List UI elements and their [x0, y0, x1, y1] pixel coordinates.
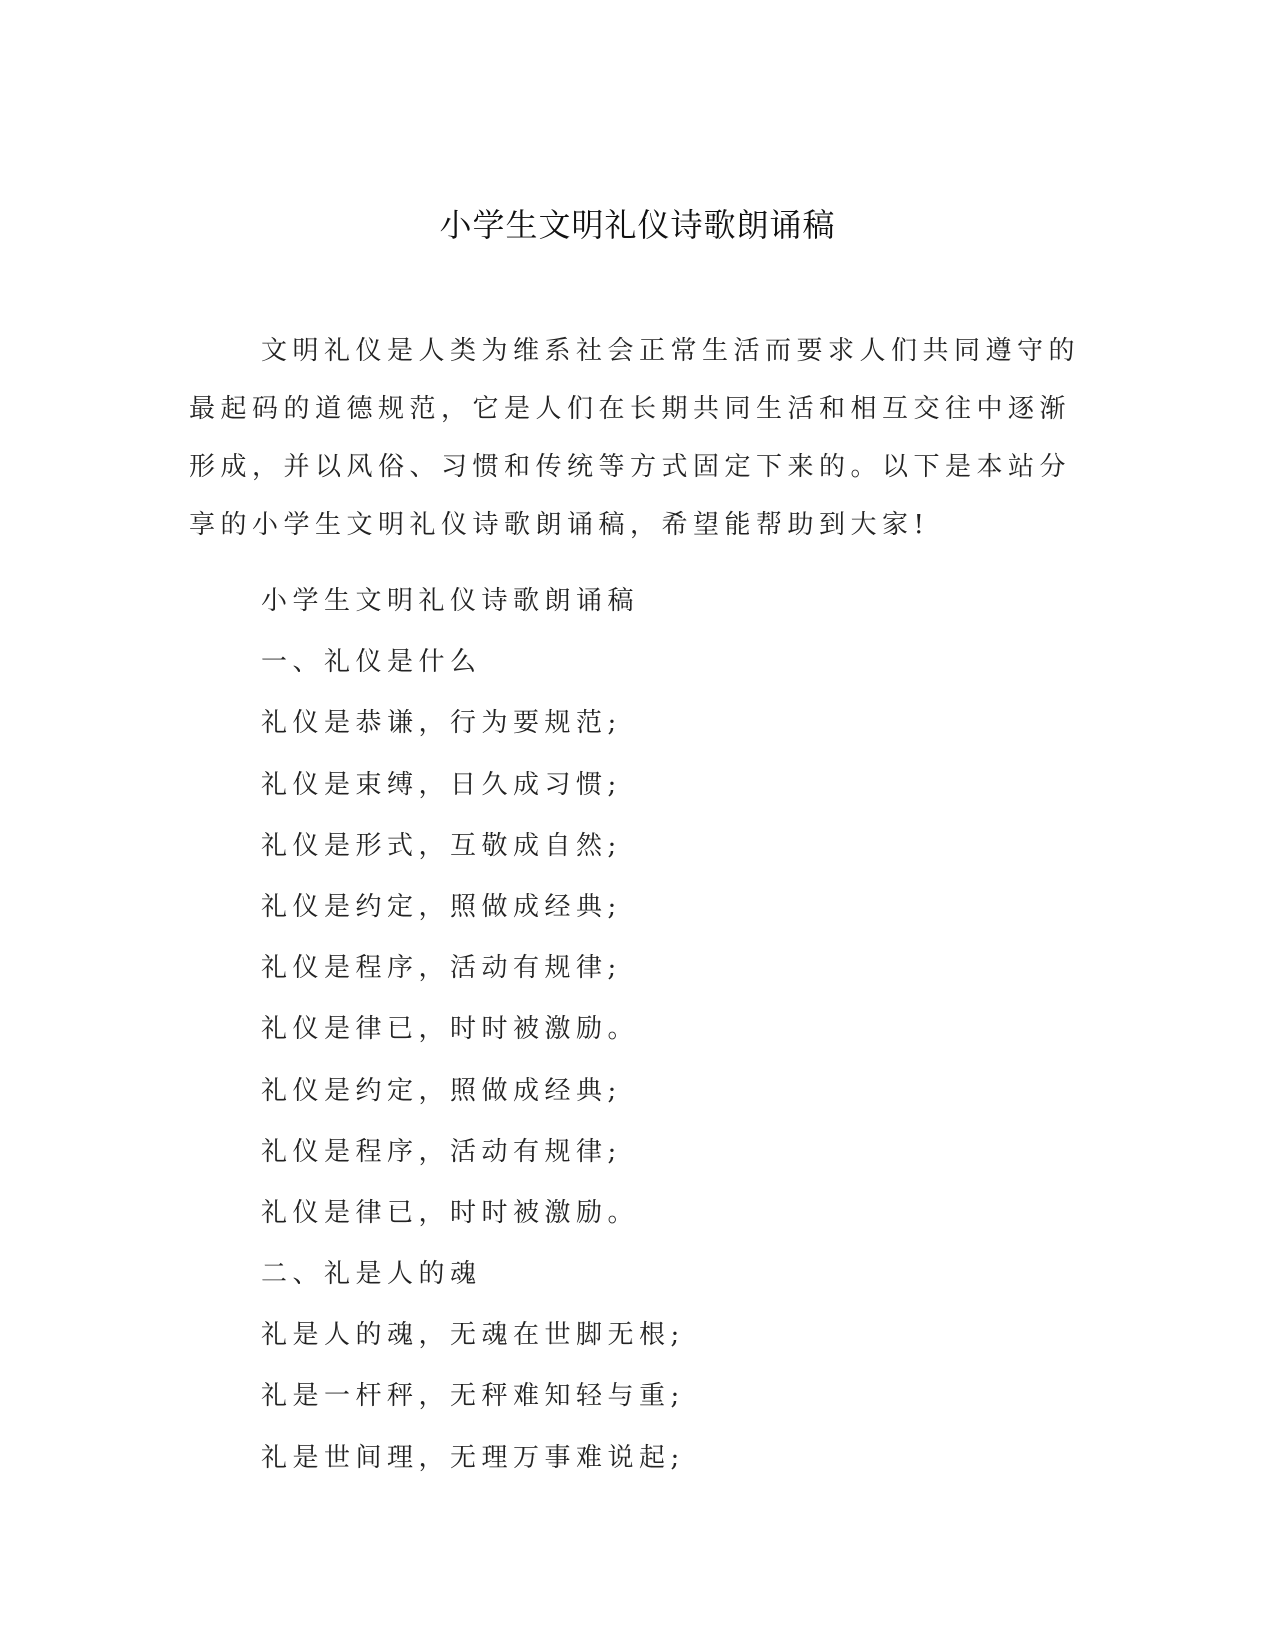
poem-line: 礼仪是束缚，日久成习惯;: [261, 769, 622, 800]
poem-line: 礼仪是约定，照做成经典;: [261, 891, 622, 922]
section-heading-2: 二、礼是人的魂: [261, 1259, 482, 1290]
subtitle-line: 小学生文明礼仪诗歌朗诵稿: [261, 586, 640, 616]
poem-lines: [261, 571, 685, 1489]
poem-line: 礼仪是律已，时时被激励。: [261, 1014, 640, 1045]
poem-line: 礼仪是形式，互敬成自然;: [261, 830, 622, 861]
poem-line: 礼仪是约定，照做成经典;: [261, 1075, 622, 1106]
section-heading-1: 一、礼仪是什么: [261, 647, 482, 678]
poem-line: 礼仪是程序，活动有规律;: [261, 1136, 622, 1167]
poem-line: 礼是人的魂，无魂在世脚无根;: [261, 1320, 685, 1351]
intro-paragraph: 文明礼仪是人类为维系社会正常生活而要求人们共同遵守的最起码的道德规范，它是人们在长期共同生活和相互交往中逐渐形成，并以风俗、习惯和传统等方式固定下来的。以下是本站分享的小学生文明礼仪诗歌朗诵稿，希望能帮助到大家!: [189, 336, 1081, 540]
poem-line: 礼仪是恭谦，行为要规范;: [261, 708, 622, 739]
poem-line: 礼仪是律已，时时被激励。: [261, 1197, 640, 1228]
poem-line: 礼是一杆秤，无秤难知轻与重;: [261, 1381, 685, 1412]
poem-line: 礼是世间理，无理万事难说起;: [261, 1442, 685, 1473]
poem-line: 礼仪是程序，活动有规律;: [261, 953, 622, 984]
page-title: 小学生文明礼仪诗歌朗诵稿: [439, 206, 836, 244]
